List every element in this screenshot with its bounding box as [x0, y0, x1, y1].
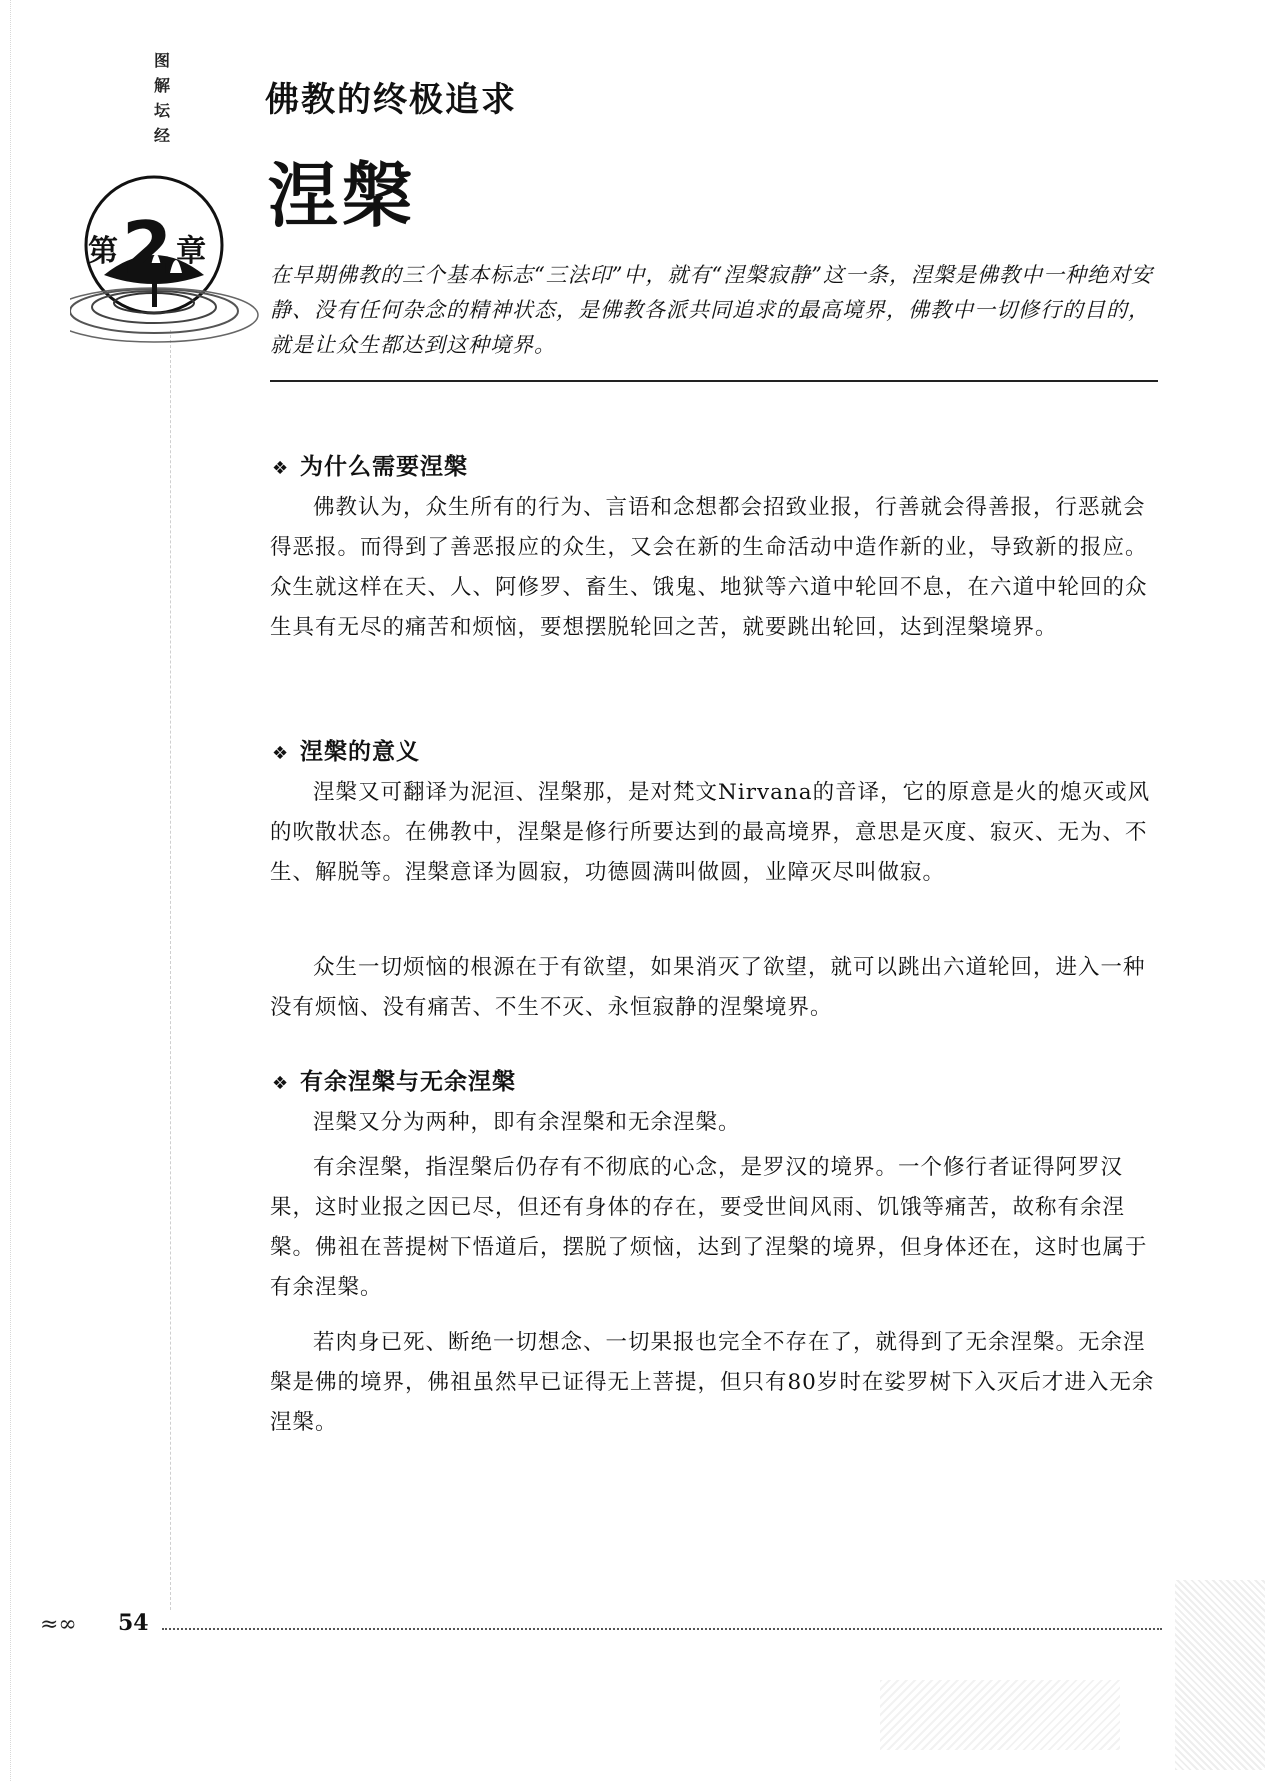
- section-heading: [272, 733, 420, 766]
- lotus-diamond-icon: ❖: [272, 458, 290, 479]
- page-number: 54: [118, 1610, 149, 1636]
- body-paragraph: 涅槃又分为两种，即有余涅槃和无余涅槃。: [313, 1110, 741, 1135]
- lotus-diamond-icon: ❖: [272, 743, 290, 764]
- body-paragraph: 有余涅槃，指涅槃后仍存有不彻底的心念，是罗汉的境界。一个修行者证得阿罗汉果，这时业报之因已尽，但还有身体的存在，要受世间风雨、饥饿等痛苦，故称有余涅槃。佛祖在菩提树下悟道后，摆脱了烦恼，达到了涅槃的境界，但身体还在，这时也属于有余涅槃。: [270, 1155, 1148, 1300]
- margin-rule: [170, 330, 172, 1610]
- page-title: 涅槃: [268, 155, 416, 237]
- scan-artifact: [880, 1680, 1120, 1750]
- section-heading-text: 涅槃的意义: [300, 739, 420, 765]
- body-paragraph: 若肉身已死、断绝一切想念、一切果报也完全不存在了，就得到了无余涅槃。无余涅槃是佛的境界，佛祖虽然早已证得无上菩提，但只有80岁时在娑罗树下入灭后才进入无余涅槃。: [270, 1330, 1155, 1435]
- chapter-label: [88, 206, 207, 290]
- section-heading-text: 为什么需要涅槃: [300, 454, 468, 480]
- lotus-diamond-icon: ❖: [272, 1073, 290, 1094]
- cloud-swirl-icon: ≈∞: [40, 1612, 77, 1637]
- chapter-prefix: 第: [88, 234, 118, 269]
- page-subtitle: 佛教的终极追求: [265, 80, 517, 120]
- footer-divider: [162, 1628, 1162, 1630]
- section-heading: [272, 1063, 516, 1096]
- page-edge-rule: [10, 0, 12, 1781]
- body-paragraph: 涅槃又可翻译为泥洹、涅槃那，是对梵文Nirvana的音译，它的原意是火的熄灭或风的吹散状态。在佛教中，涅槃是修行所要达到的最高境界，意思是灭度、寂灭、无为、不生、解脱等。涅槃意译为圆寂，功德圆满叫做圆，业障灭尽叫做寂。: [270, 780, 1151, 885]
- section-heading-text: 有余涅槃与无余涅槃: [300, 1069, 516, 1095]
- section-heading: [272, 448, 468, 481]
- intro-divider: [270, 380, 1158, 382]
- scan-artifact: [1175, 1580, 1265, 1770]
- chapter-suffix: 章: [176, 234, 207, 269]
- body-paragraph: 佛教认为，众生所有的行为、言语和念想都会招致业报，行善就会得善报，行恶就会得恶报。而得到了善恶报应的众生，又会在新的生命活动中造作新的业，导致新的报应。众生就这样在天、人、阿修罗、畜生、饿鬼、地狱等六道中轮回不息，在六道中轮回的众生具有无尽的痛苦和烦恼，要想摆脱轮回之苦，就要跳出轮回，达到涅槃境界。: [270, 495, 1148, 640]
- body-paragraph: 众生一切烦恼的根源在于有欲望，如果消灭了欲望，就可以跳出六道轮回，进入一种没有烦恼、没有痛苦、不生不灭、永恒寂静的涅槃境界。: [270, 955, 1146, 1020]
- chapter-number: 2: [122, 206, 173, 290]
- intro-paragraph: 在早期佛教的三个基本标志“三法印”中，就有“涅槃寂静”这一条，涅槃是佛教中一种绝对安静、没有任何杂念的精神状态，是佛教各派共同追求的最高境界，佛教中一切修行的目的，就是让众生都达到这种境界。: [270, 263, 1153, 357]
- book-series-label: 图解坛经: [153, 51, 170, 145]
